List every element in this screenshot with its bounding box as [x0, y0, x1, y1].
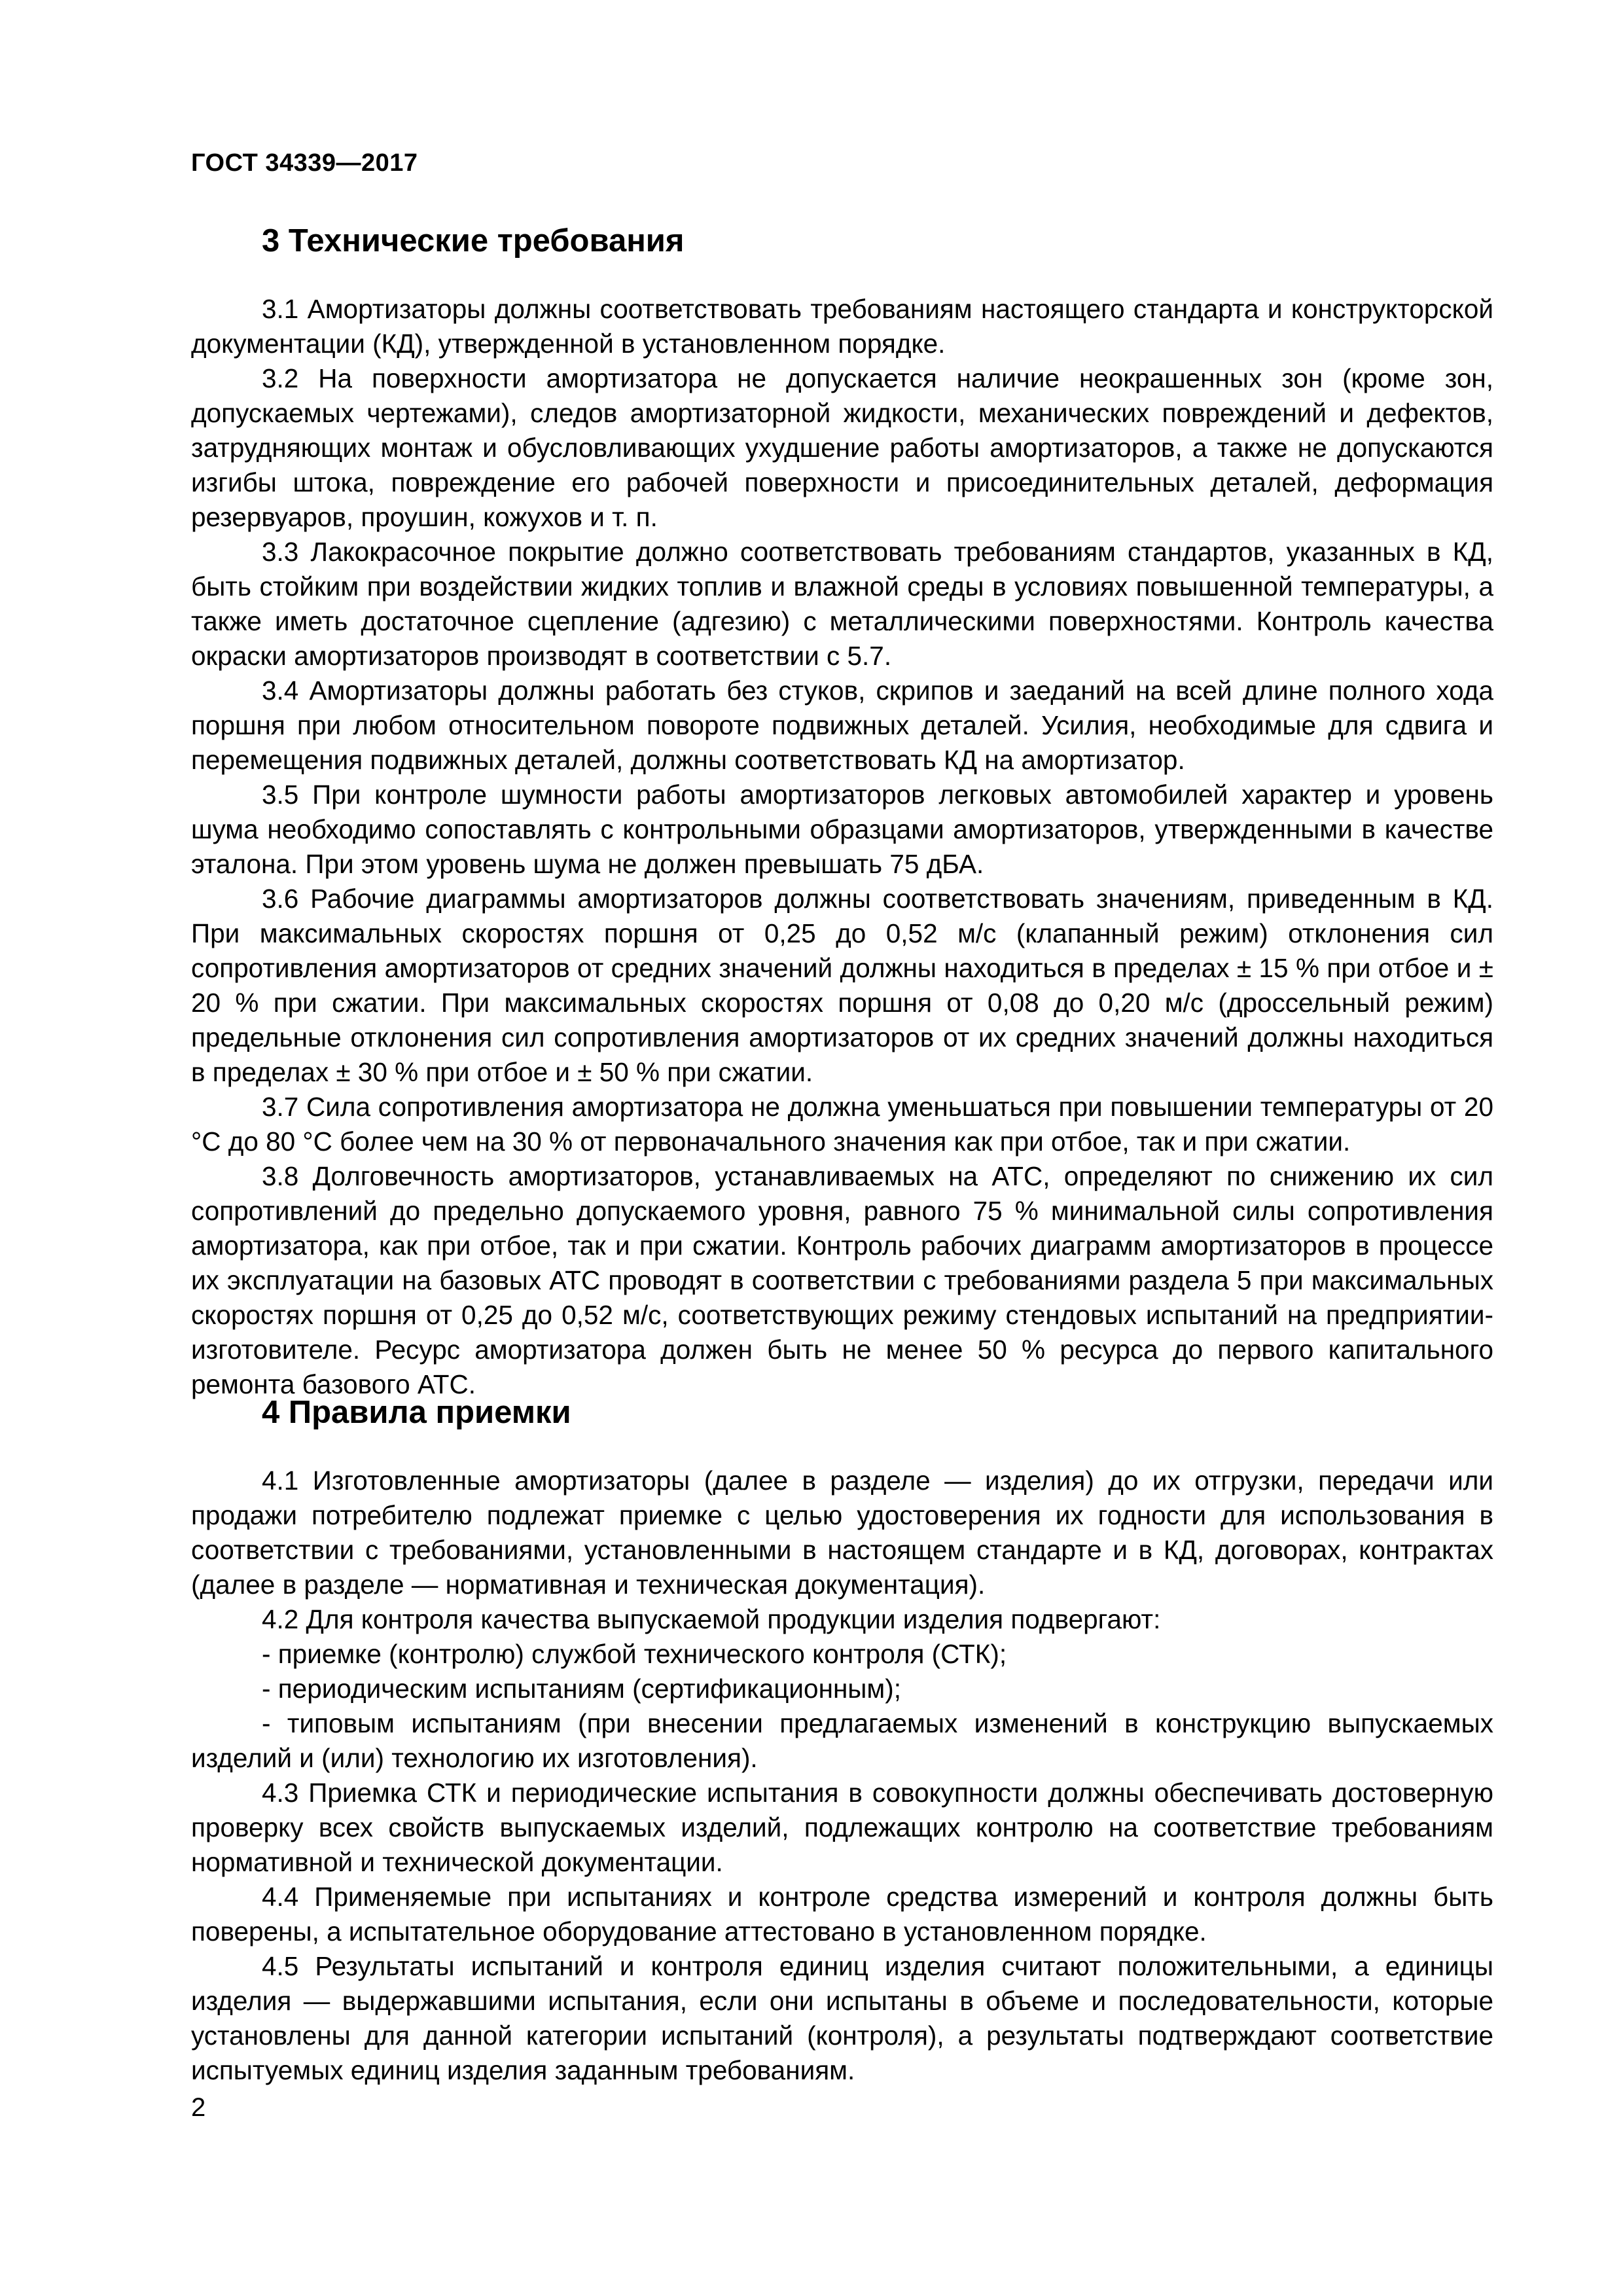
- paragraph-3-2: 3.2 На поверхности амортизатора не допускается наличие неокрашенных зон (кроме зон, допускаемых чертежами), следов амортизаторной жидкости, механических повреждений и дефектов, затрудняющих монтаж и обусловливающих ухудшение работы амортизаторов, а также не допускаются изгибы штока, повреждение его рабочей поверхности и присоединительных деталей, деформация резервуаров, проушин, кожухов и т. п.: [191, 363, 1493, 532]
- list-item: - приемке (контролю) службой технического контроля (СТК);: [262, 1639, 1007, 1669]
- paragraph-4-1: 4.1 Изготовленные амортизаторы (далее в разделе — изделия) до их отгрузки, передачи или продажи потребителю подлежат приемке с целью удостоверения их годности для использования в соответствии с требованиями, установленными в настоящем стандарте и в КД, договорах, контрактах (далее в разделе — нормативная и техническая документация).: [191, 1465, 1493, 1600]
- page-number: 2: [191, 2093, 206, 2122]
- section-technical-requirements: [191, 223, 1493, 1402]
- section-acceptance-rules: [191, 1394, 1493, 2088]
- list-item: - типовым испытаниям (при внесении предлагаемых изменений в конструкцию выпускаемых изделий и (или) технологию их изготовления).: [191, 1708, 1493, 1773]
- paragraph-3-7: 3.7 Сила сопротивления амортизатора не должна уменьшаться при повышении температуры от 20 °С до 80 °С более чем на 30 % от первоначального значения как при отбое, так и при сжатии.: [191, 1092, 1493, 1157]
- paragraph-4-5: 4.5 Результаты испытаний и контроля единиц изделия считают положительными, а единицы изделия — выдержавшими испытания, если они испытаны в объеме и последовательности, которые установлены для данной категории испытаний (контроля), а результаты подтверждают соответствие испытуемых единиц изделия заданным требованиям.: [191, 1951, 1493, 2085]
- list-item: - периодическим испытаниям (сертификационным);: [262, 1674, 902, 1704]
- paragraph-3-4: 3.4 Амортизаторы должны работать без стуков, скрипов и заеданий на всей длине полного хода поршня при любом относительном повороте подвижных деталей. Усилия, необходимые для сдвига и перемещения подвижных деталей, должны соответствовать КД на амортизатор.: [191, 675, 1493, 775]
- paragraph-3-6: 3.6 Рабочие диаграммы амортизаторов должны соответствовать значениям, приведенным в КД. При максимальных скоростях поршня от 0,25 до 0,52 м/с (клапанный режим) отклонения сил сопротивления амортизаторов от средних значений должны находиться в пределах ± 15 % при отбое и ± 20 % при сжатии. При максимальных скоростях поршня от 0,08 до 0,20 м/с (дроссельный режим) предельные отклонения сил сопротивления амортизаторов от их средних значений должны находиться в пределах ± 30 % при отбое и ± 50 % при сжатии.: [191, 884, 1493, 1087]
- document-header: ГОСТ 34339—2017: [191, 149, 418, 177]
- paragraph-3-8: 3.8 Долговечность амортизаторов, устанавливаемых на АТС, определяют по снижению их сил сопротивлений до предельно допускаемого уровня, равного 75 % минимальной силы сопротивления амортизатора, как при отбое, так и при сжатии. Контроль рабочих диаграмм амортизаторов в процессе их эксплуатации на базовых АТС проводят в соответствии с требованиями раздела 5 при максимальных скоростях поршня от 0,25 до 0,52 м/с, соответствующих режиму стендовых испытаний на предприятии-изготовителе. Ресурс амортизатора должен быть не менее 50 % ресурса до первого капитального ремонта базового АТС.: [191, 1161, 1493, 1399]
- section-title: 4 Правила приемки: [262, 1395, 571, 1430]
- paragraph-3-3: 3.3 Лакокрасочное покрытие должно соответствовать требованиям стандартов, указанных в КД, быть стойким при воздействии жидких топлив и влажной среды в условиях повышенной температуры, а также иметь достаточное сцепление (адгезию) с металлическими поверхностями. Контроль качества окраски амортизаторов производят в соответствии с 5.7.: [191, 537, 1493, 671]
- paragraph-4-3: 4.3 Приемка СТК и периодические испытания в совокупности должны обеспечивать достоверную проверку всех свойств выпускаемых изделий, подлежащих контролю на соответствие требованиям нормативной и технической документации.: [191, 1778, 1493, 1877]
- paragraph-4-4: 4.4 Применяемые при испытаниях и контроле средства измерений и контроля должны быть поверены, а испытательное оборудование аттестовано в установленном порядке.: [191, 1882, 1493, 1946]
- paragraph-4-2: 4.2 Для контроля качества выпускаемой продукции изделия подвергают:: [262, 1604, 1161, 1634]
- section-title: 3 Технические требования: [262, 223, 685, 259]
- paragraph-3-1: 3.1 Амортизаторы должны соответствовать требованиям настоящего стандарта и конструкторской документации (КД), утвержденной в установленном порядке.: [191, 294, 1493, 359]
- paragraph-3-5: 3.5 При контроле шумности работы амортизаторов легковых автомобилей характер и уровень шума необходимо сопоставлять с контрольными образцами амортизаторов, утвержденными в качестве эталона. При этом уровень шума не должен превышать 75 дБА.: [191, 780, 1493, 879]
